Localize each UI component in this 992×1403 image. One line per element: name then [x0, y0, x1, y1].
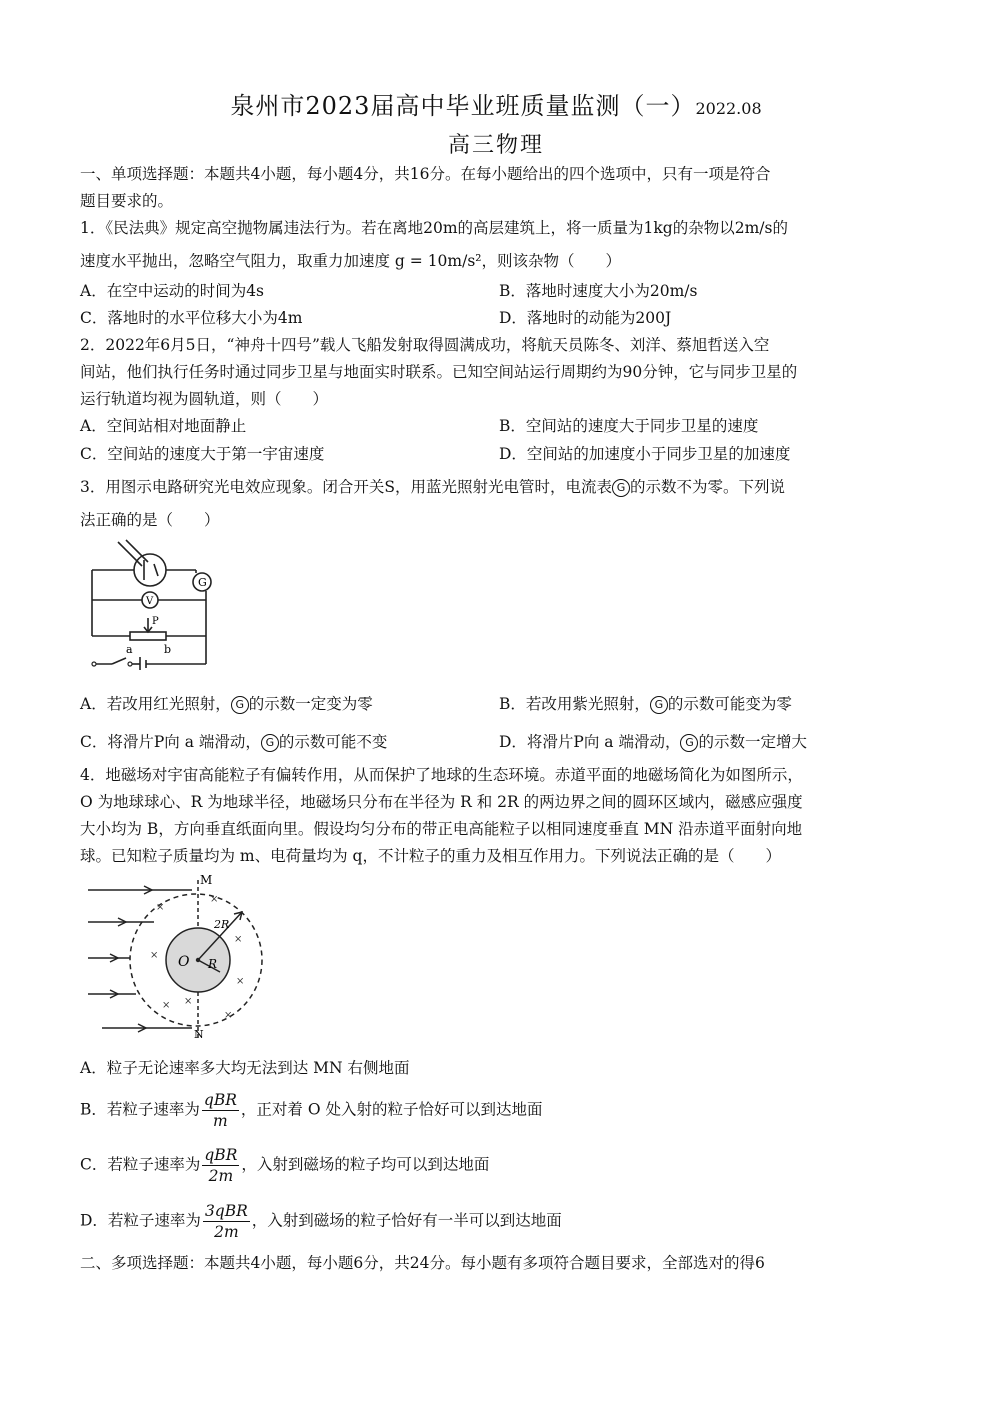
fig-n-label: N — [194, 1028, 204, 1040]
fraction-numerator: qBR — [203, 1091, 237, 1109]
section1-heading-line2: 题目要求的。 — [80, 192, 174, 210]
svg-text:×: × — [156, 902, 165, 913]
exam-title — [0, 86, 992, 121]
q2-stem-line3: 运行轨道均视为圆轨道，则（ ） — [80, 390, 329, 408]
exam-subject: 高三物理 — [447, 133, 544, 158]
q4-option-b — [80, 1090, 542, 1131]
q3-option-d-post: 的示数一定增大 — [698, 733, 807, 751]
fraction — [203, 1201, 250, 1242]
q4-option-d — [80, 1201, 562, 1242]
fig-p-label: P — [152, 616, 159, 627]
fraction — [202, 1090, 239, 1131]
q1-stem-line2: 速度水平抛出，忽略空气阻力，取重力加速度 g = 10m/s²，则该杂物（ ） — [80, 252, 622, 270]
svg-text:×: × — [162, 1000, 171, 1011]
q3-option-c-post: 的示数可能不变 — [278, 733, 388, 751]
q3-option-b — [499, 694, 792, 714]
q1-option-b: B．落地时速度大小为20m/s — [499, 282, 698, 300]
fig-2r-label: 2R — [214, 918, 230, 931]
q1-option-d: D．落地时的动能为200J — [499, 309, 672, 327]
q2-stem-line2: 间站，他们执行任务时通过同步卫星与地面实时联系。已知空间站运行周期约为90分钟，它与同步卫星的 — [80, 363, 798, 381]
q4-option-c — [80, 1145, 489, 1186]
q4-option-c-post: ，入射到磁场的粒子均可以到达地面 — [241, 1155, 490, 1174]
q3-option-b-post: 的示数可能变为零 — [667, 695, 792, 713]
q4-option-d-pre: D．若粒子速率为 — [80, 1211, 201, 1230]
light-ray-2 — [126, 540, 148, 562]
galvanometer-symbol: G — [680, 734, 698, 752]
q3-option-c-pre: C．将滑片P向 a 端滑动， — [80, 733, 261, 751]
q3-stem-text-b: 的示数不为零。下列说 — [629, 478, 785, 496]
fig-m-label: M — [200, 873, 213, 887]
q4-stem-line1: 4．地磁场对宇宙高能粒子有偏转作用，从而保护了地球的生态环境。赤道平面的地磁场简化为如图所示， — [80, 766, 803, 784]
fig-v-label: V — [146, 596, 154, 607]
svg-text:×: × — [234, 934, 243, 945]
fraction-numerator: qBR — [204, 1146, 238, 1164]
q3-stem-line1 — [80, 477, 785, 497]
section1-heading-line1: 一、单项选择题：本题共4小题，每小题4分，共16分。在每小题给出的四个选项中，只有一项是符合 — [80, 165, 771, 183]
q3-stem-text-a: 3．用图示电路研究光电效应现象。闭合开关S，用蓝光照射光电管时，电流表 — [80, 478, 612, 496]
fig-b-label: b — [164, 643, 172, 656]
photoelectric-circuit-figure — [86, 538, 218, 670]
q3-option-d — [499, 732, 807, 752]
q3-option-d-pre: D．将滑片P向 a 端滑动， — [499, 733, 681, 751]
q3-option-c — [80, 732, 387, 752]
svg-text:×: × — [210, 894, 219, 905]
fig-r-label: R — [208, 957, 218, 971]
q3-option-a-pre: A．若改用红光照射， — [80, 695, 231, 713]
q1-stem-line1: 1．《民法典》规定高空抛物属违法行为。若在离地20m的高层建筑上，将一质量为1kg的杂物以2m/s的 — [80, 219, 788, 237]
q4-option-b-post: ，正对着 O 处入射的粒子恰好可以到达地面 — [240, 1100, 543, 1119]
fraction-denominator: 2m — [214, 1223, 239, 1241]
svg-text:×: × — [224, 1010, 233, 1021]
q4-stem-line3: 大小均为 B，方向垂直纸面向里。假设均匀分布的带正电高能粒子以相同速度垂直 MN 沿赤道平面射向地 — [80, 820, 803, 838]
galvanometer-symbol: G — [261, 734, 279, 752]
fig-a-label: a — [126, 643, 133, 656]
q2-option-c: C．空间站的速度大于第一宇宙速度 — [80, 445, 325, 463]
fraction — [202, 1145, 239, 1186]
q4-option-c-pre: C．若粒子速率为 — [80, 1155, 201, 1174]
exam-title-text: 泉州市2023届高中毕业班质量监测（一） — [230, 92, 696, 120]
q4-option-a: A．粒子无论速率多大均无法到达 MN 右侧地面 — [80, 1059, 410, 1077]
q3-stem-line2: 法正确的是（ ） — [80, 511, 220, 529]
q3-option-a — [80, 694, 373, 714]
geomagnetic-field-figure — [84, 872, 268, 1040]
fraction-numerator: 3qBR — [204, 1202, 248, 1220]
q2-stem-line1: 2．2022年6月5日，“神舟十四号”载人飞船发射取得圆满成功，将航天员陈冬、刘洋、蔡旭哲送入空 — [80, 336, 770, 354]
q4-option-b-pre: B．若粒子速率为 — [80, 1100, 200, 1119]
exam-date: 2022.08 — [695, 99, 762, 118]
light-ray-1 — [118, 542, 142, 566]
q3-option-b-pre: B．若改用紫光照射， — [499, 695, 650, 713]
q2-option-b: B．空间站的速度大于同步卫星的速度 — [499, 417, 759, 435]
fraction-denominator: 2m — [208, 1167, 234, 1185]
fig-g-label: G — [198, 576, 207, 589]
q1-option-a: A．在空中运动的时间为4s — [80, 282, 265, 300]
galvanometer-symbol: G — [650, 696, 668, 714]
q2-option-d: D．空间站的加速度小于同步卫星的加速度 — [499, 445, 791, 463]
svg-text:×: × — [184, 996, 193, 1007]
svg-text:×: × — [150, 950, 159, 961]
phototube — [134, 554, 166, 586]
q4-stem-line4: 球。已知粒子质量均为 m、电荷量均为 q，不计粒子的重力及相互作用力。下列说法正确的是（ ） — [80, 847, 781, 865]
q2-option-a: A．空间站相对地面静止 — [80, 417, 247, 435]
svg-text:×: × — [236, 976, 245, 987]
galvanometer-symbol: G — [231, 696, 249, 714]
fraction-denominator: m — [213, 1112, 228, 1130]
q4-option-d-post: ，入射到磁场的粒子恰好有一半可以到达地面 — [251, 1211, 562, 1230]
fig-o-label: O — [178, 954, 190, 970]
q4-stem-line2: O 为地球球心、R 为地球半径，地磁场只分布在半径为 R 和 2R 的两边界之间的圆环区域内，磁感应强度 — [80, 793, 803, 811]
section2-heading: 二、多项选择题：本题共4小题，每小题6分，共24分。每小题有多项符合题目要求，全部选对的得6 — [80, 1254, 765, 1272]
q3-option-a-post: 的示数一定变为零 — [248, 695, 373, 713]
galvanometer-symbol: G — [612, 479, 630, 497]
q1-option-c: C．落地时的水平位移大小为4m — [80, 309, 303, 327]
